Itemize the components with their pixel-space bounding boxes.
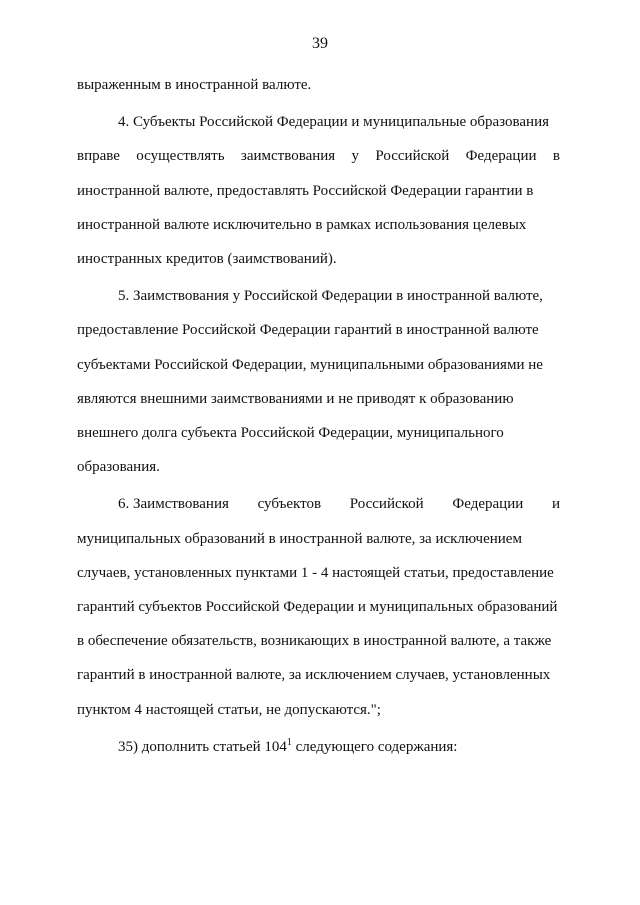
text-line: в обеспечение обязательств, возникающих в иностранной валюте, а также	[77, 633, 552, 650]
text-line: иностранной валюте исключительно в рамках использования целевых	[77, 216, 527, 233]
text-line: 4. Субъекты Российской Федерации и муниципальные образования	[118, 114, 550, 131]
text-line: муниципальных образований в иностранной валюте, за исключением	[77, 530, 522, 547]
text-line: пунктом 4 настоящей статьи, не допускаются.";	[77, 701, 381, 718]
word: Российской	[349, 496, 424, 513]
word: Российской	[375, 148, 450, 165]
text-line: предоставление Российской Федерации гарантий в иностранной валюте	[77, 322, 539, 339]
text-line: внешнего долга субъекта Российской Федерации, муниципального	[77, 425, 504, 442]
word: Федерации	[465, 148, 537, 165]
text-line: иностранных кредитов (заимствований).	[77, 251, 337, 268]
paragraph-4	[77, 105, 560, 276]
text-line: гарантий в иностранной валюте, за исключением случаев, установленных	[77, 667, 551, 684]
amendment-item-35	[77, 730, 560, 766]
paragraph-5	[77, 279, 560, 484]
word: и	[551, 496, 560, 513]
word: 6. Заимствования	[118, 496, 229, 513]
text-line: 5. Заимствования у Российской Федерации в иностранной валюте,	[118, 288, 543, 305]
item-text-after: следующего содержания:	[291, 738, 458, 755]
word: вправе	[77, 148, 120, 165]
text-line: выраженным в иностранной валюте.	[77, 77, 312, 93]
paragraph-6	[77, 487, 560, 726]
text-line: субъектами Российской Федерации, муниципальными образованиями не	[77, 356, 543, 373]
word: Федерации	[452, 496, 524, 513]
word: субъектов	[257, 496, 322, 513]
word: осуществлять	[136, 148, 225, 165]
document-body	[77, 68, 560, 766]
article-superscript: 1	[286, 736, 292, 748]
word: в	[552, 148, 560, 165]
text-line-justified	[77, 139, 560, 173]
paragraph-continuation	[77, 68, 560, 102]
text-line: гарантий субъектов Российской Федерации и муниципальных образований	[77, 599, 558, 616]
text-line-justified	[77, 487, 560, 521]
text-line: являются внешними заимствованиями и не приводят к образованию	[77, 390, 514, 407]
text-line	[77, 730, 560, 766]
word: у	[351, 148, 360, 165]
item-text-before: 35) дополнить статьей 104	[118, 738, 287, 755]
page-number: 39	[312, 35, 328, 52]
word: заимствования	[240, 148, 336, 165]
text-line: случаев, установленных пунктами 1 - 4 настоящей статьи, предоставление	[77, 564, 554, 581]
text-line: иностранной валюте, предоставлять Российской Федерации гарантии в	[77, 182, 534, 199]
text-line: образования.	[77, 459, 160, 476]
